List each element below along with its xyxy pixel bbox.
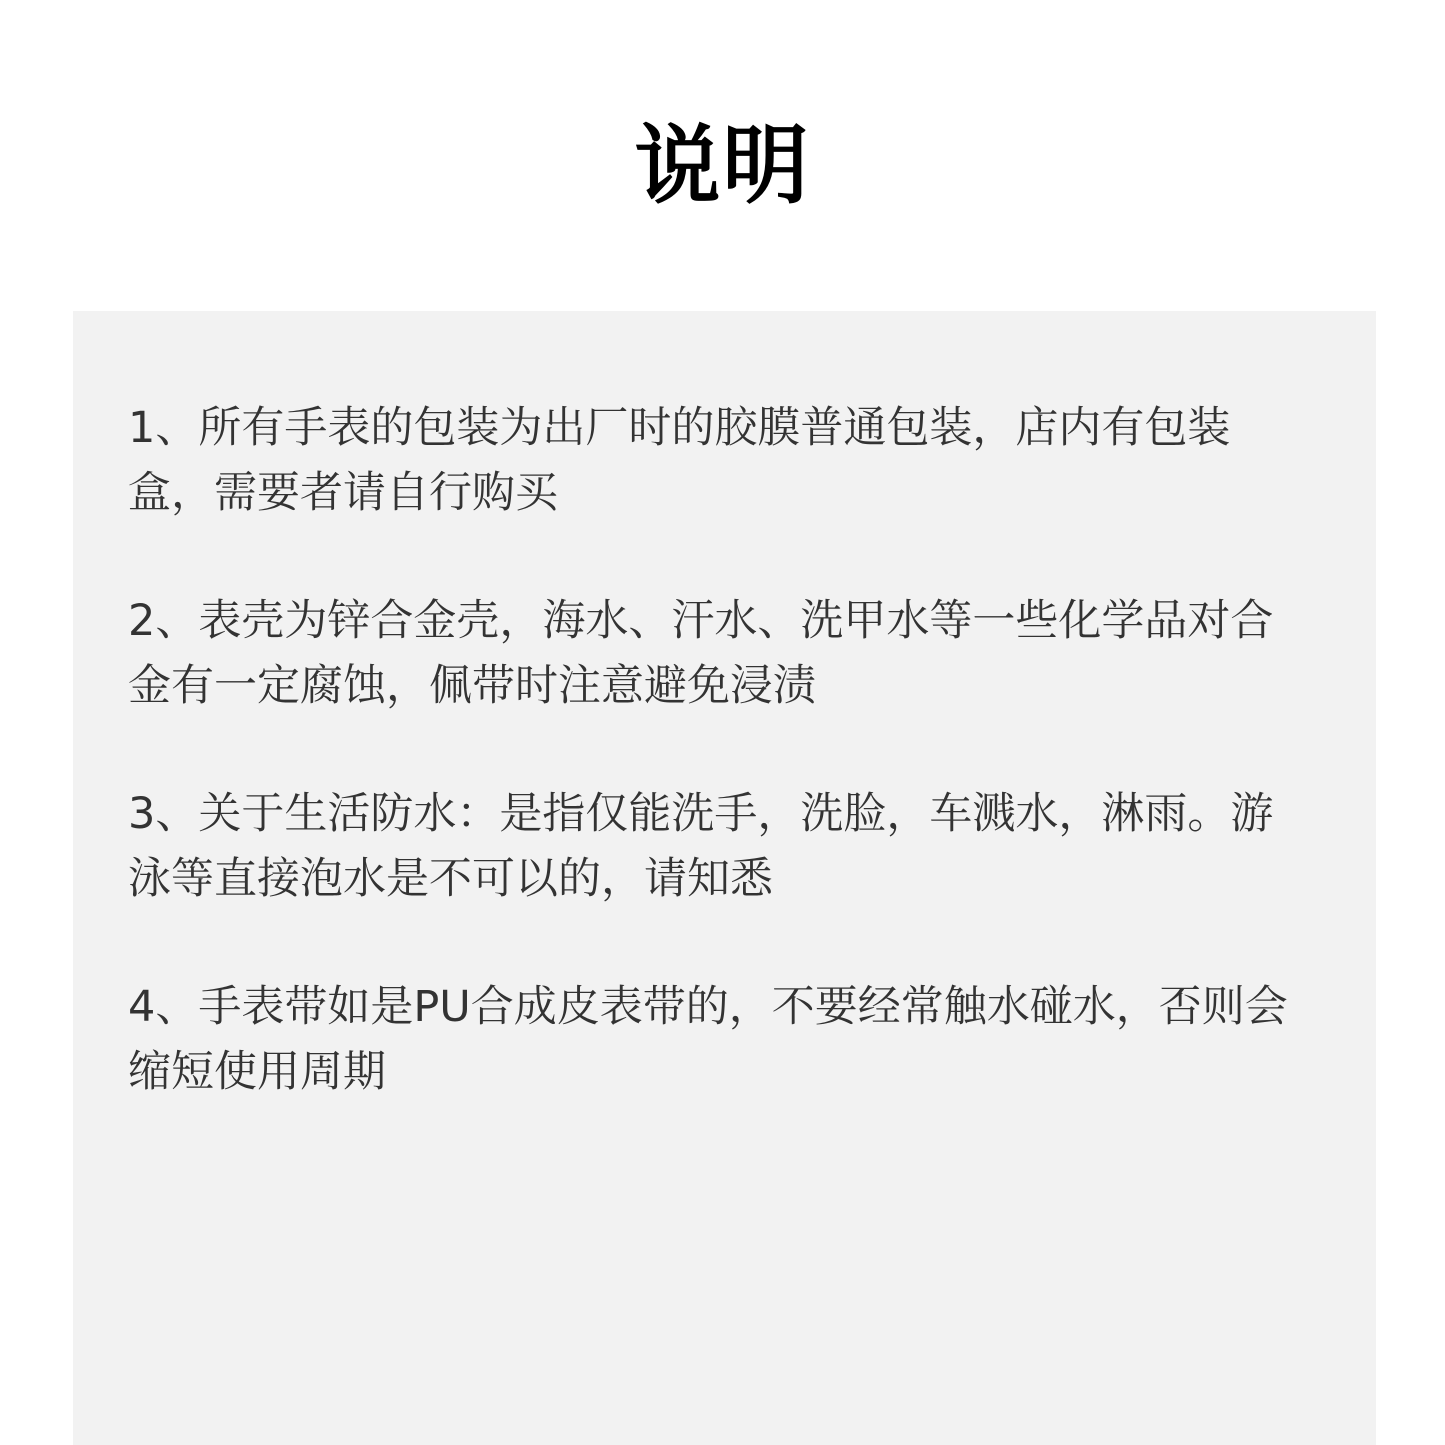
note-item-2: 2、表壳为锌合金壳，海水、汗水、洗甲水等一些化学品对合金有一定腐蚀，佩带时注意避免浸渍 xyxy=(128,596,1274,711)
note-item-3: 3、关于生活防水：是指仅能洗手，洗脸，车溅水，淋雨。游泳等直接泡水是不可以的，请知悉 xyxy=(128,789,1274,904)
note-item-1: 1、所有手表的包装为出厂时的胶膜普通包装，店内有包装盒，需要者请自行购买 xyxy=(128,403,1231,518)
page-title: 说明 xyxy=(634,115,811,216)
notes-list xyxy=(128,396,1308,1168)
note-item-4: 4、手表带如是PU合成皮表带的，不要经常触水碰水，否则会缩短使用周期 xyxy=(128,982,1288,1097)
